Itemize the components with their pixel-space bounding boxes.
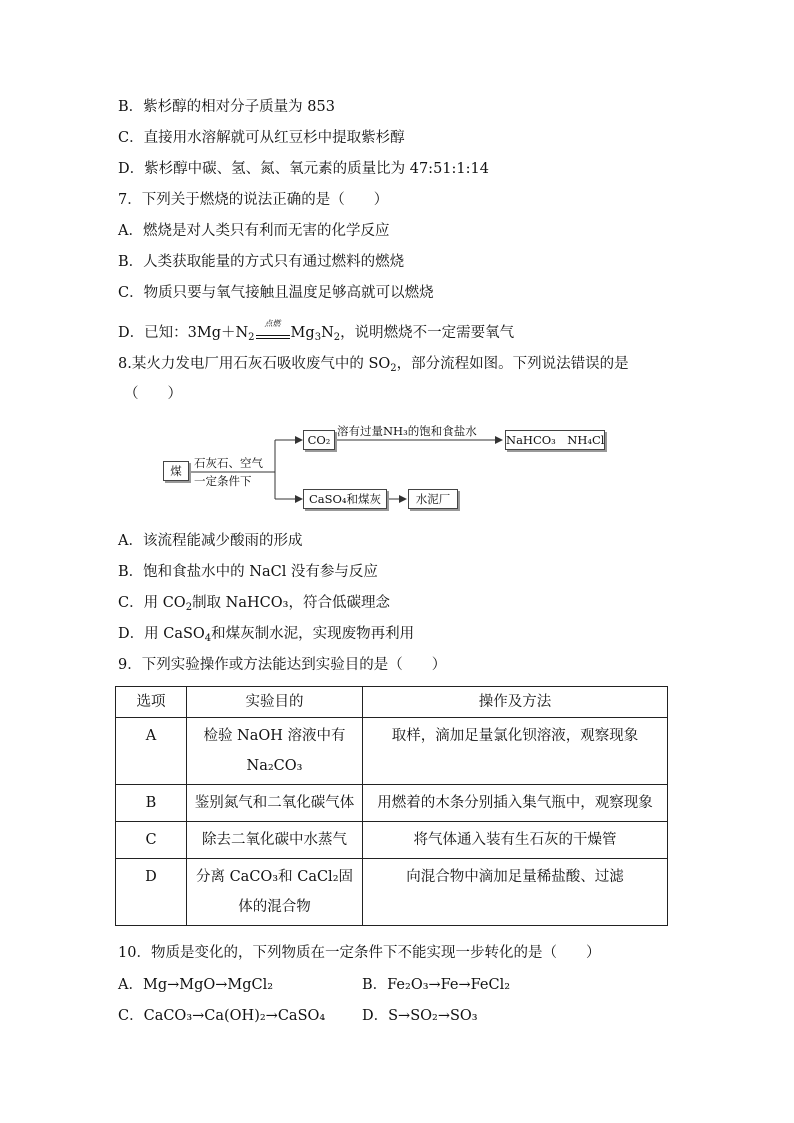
row-purpose: 除去二氧化碳中水蒸气 (187, 822, 363, 859)
q7-option-a: A．燃烧是对人类只有利而无害的化学反应 (118, 223, 390, 239)
condition-label: 点燃 (264, 319, 281, 328)
table-row (116, 718, 668, 785)
table-header-row (116, 687, 668, 718)
header-purpose: 实验目的 (187, 687, 363, 718)
row-option: C (116, 822, 187, 859)
caso4-coalash-box: CaSO₄和煤灰 (303, 489, 387, 509)
condition-bottom-label: 一定条件下 (194, 474, 252, 488)
q8-flowchart (163, 420, 613, 520)
coal-box: 煤 (163, 461, 189, 481)
q10-option-d: D．S→SO₂→SO₃ (362, 1008, 478, 1024)
reagent-arrow-label: 溶有过量NH₃的饱和食盐水 (337, 424, 477, 438)
header-method: 操作及方法 (363, 687, 668, 718)
condition-top-label: 石灰石、空气 (194, 456, 263, 470)
row-option: A (116, 718, 187, 785)
q6-option-b: B．紫杉醇的相对分子质量为 853 (118, 99, 335, 115)
row-purpose: 分离 CaCO₃和 CaCl₂固体的混合物 (187, 859, 363, 926)
q7-option-b: B．人类获取能量的方式只有通过燃料的燃烧 (118, 254, 405, 270)
q6-option-d: D．紫杉醇中碳、氢、氮、氧元素的质量比为 47:51:1:14 (118, 161, 489, 177)
table-row (116, 822, 668, 859)
table-row (116, 859, 668, 926)
q9-stem: 9．下列实验操作或方法能达到实验目的是（ ） (118, 657, 447, 673)
q9-table (115, 686, 668, 926)
q8-option-d: D．用 CaSO$_4$和煤灰制水泥，实现废物再利用 (118, 626, 415, 644)
q8-option-c: C．用 $CO_2$制取 NaHCO₃，符合低碳理念 (118, 595, 390, 613)
q7-option-d: D．已知：$3Mg+N_2$ 点燃 $Mg_3N_2$，说明燃烧不一定需要氧气 (118, 319, 515, 343)
q10-option-b: B．Fe₂O₃→Fe→FeCl₂ (362, 977, 511, 993)
header-option: 选项 (116, 687, 187, 718)
row-method: 将气体通入装有生石灰的干燥管 (363, 822, 668, 859)
q10-option-c: C．CaCO₃→Ca(OH)₂→CaSO₄ (118, 1008, 326, 1024)
q8-option-a: A．该流程能减少酸雨的形成 (118, 533, 303, 549)
row-option: D (116, 859, 187, 926)
row-purpose: 鉴别氮气和二氧化碳气体 (187, 785, 363, 822)
products-box: NaHCO₃ NH₄Cl (505, 430, 605, 450)
q8-option-b: B．饱和食盐水中的 NaCl 没有参与反应 (118, 564, 378, 580)
q10-stem: 10．物质是变化的，下列物质在一定条件下不能实现一步转化的是（ ） (118, 945, 601, 961)
q10-option-a: A．Mg→MgO→MgCl₂ (118, 977, 274, 993)
row-method: 取样，滴加足量氯化钡溶液，观察现象 (363, 718, 668, 785)
q7-stem: 7．下列关于燃烧的说法正确的是（ ） (118, 192, 389, 208)
q8-answer-paren: （ ） (124, 386, 182, 402)
row-method: 用燃着的木条分别插入集气瓶中，观察现象 (363, 785, 668, 822)
co2-box: CO₂ (303, 430, 335, 450)
row-purpose: 检验 NaOH 溶液中有 Na₂CO₃ (187, 718, 363, 785)
q8-stem: 8.某火力发电厂用石灰石吸收废气中的 $SO_2$，部分流程如图。下列说法错误的是 (118, 356, 629, 374)
row-option: B (116, 785, 187, 822)
cement-factory-box: 水泥厂 (408, 489, 458, 509)
q7-option-c: C．物质只要与氧气接触且温度足够高就可以燃烧 (118, 285, 434, 301)
q6-option-c: C．直接用水溶解就可从红豆杉中提取紫杉醇 (118, 130, 405, 146)
table-row (116, 785, 668, 822)
row-method: 向混合物中滴加足量稀盐酸、过滤 (363, 859, 668, 926)
